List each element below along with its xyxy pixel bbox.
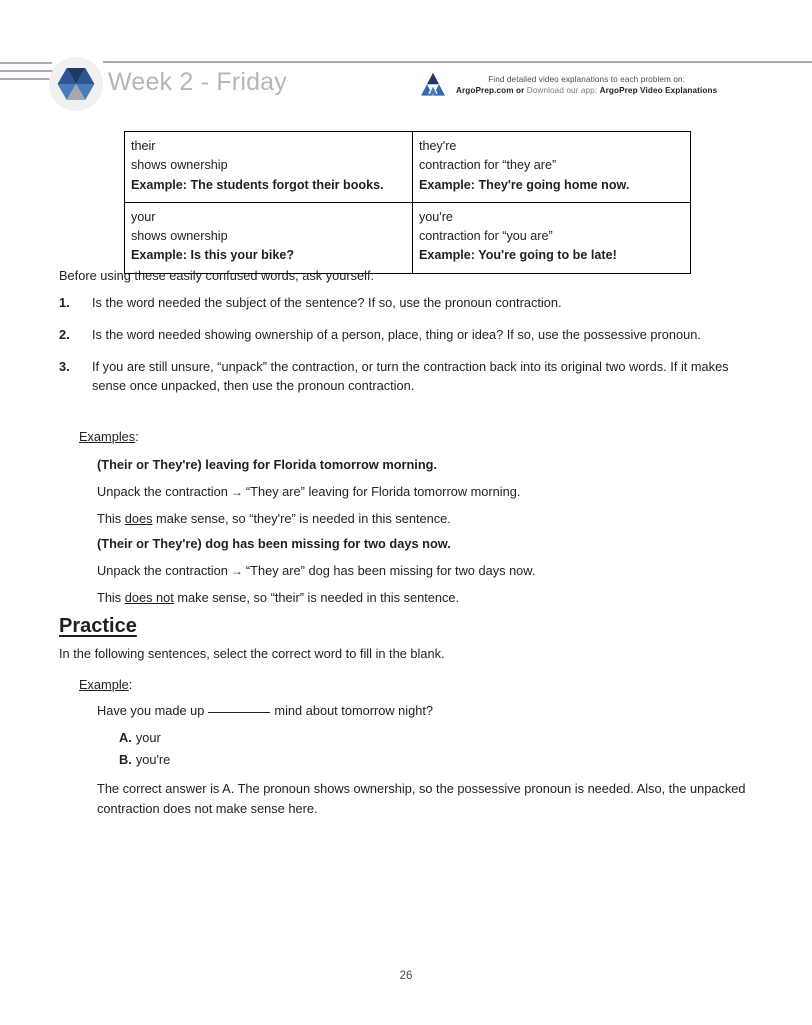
step-number-1: 1. — [59, 295, 70, 310]
list-item — [59, 293, 764, 313]
example-your: Example: Is this your bike? — [131, 248, 295, 263]
blank-line — [208, 712, 270, 713]
promo-banner — [418, 71, 717, 101]
step-text-2: Is the word needed showing ownership of a person, place, thing or idea? If so, use the possessive pronoun. — [92, 326, 701, 342]
choice-text-a: your — [135, 729, 161, 745]
argoprep-hexagon-logo-icon — [49, 57, 103, 111]
unpack-prefix-1: Unpack the contraction — [97, 483, 228, 499]
practice-heading: Practice — [59, 615, 137, 637]
verdict-emphasis-1: does — [124, 510, 153, 526]
word-their: their — [131, 139, 156, 153]
decorative-line-1 — [0, 62, 52, 64]
intro-text: Before using these easily confused words, ask yourself: — [59, 268, 375, 283]
example-theyre: Example: They're going home now. — [419, 177, 630, 192]
practice-instruction: In the following sentences, select the correct word to fill in the blank. — [59, 646, 445, 661]
arrow-right-icon: → — [230, 484, 243, 499]
choice-letter-b: B. — [119, 751, 132, 767]
unpack-prefix-2: Unpack the contraction — [97, 562, 228, 578]
table-cell-their — [125, 132, 413, 203]
list-item — [59, 325, 764, 345]
step-number-3: 3. — [59, 358, 70, 374]
answer-explanation: The correct answer is A. The pronoun shows ownership, so the possessive pronoun is needed. Also, the unpacked contraction does not make sense here. — [97, 781, 746, 817]
example-verdict-2 — [97, 588, 787, 608]
word-your: your — [131, 209, 156, 224]
example-unpack-2 — [97, 561, 787, 581]
unpack-result-1: “They are” leaving for Florida tomorrow morning. — [245, 483, 521, 499]
word-youre: you're — [419, 209, 453, 224]
table-cell-youre — [413, 202, 691, 273]
practice-example-colon: : — [128, 677, 133, 692]
example-block-1 — [97, 455, 787, 535]
choice-letter-a: A. — [119, 729, 132, 745]
page-number: 26 — [399, 970, 413, 982]
example-question-2: (Their or They're) dog has been missing for two days now. — [97, 536, 451, 551]
confused-words-table — [124, 131, 691, 274]
steps-list — [59, 293, 764, 408]
example-youre: Example: You're going to be late! — [419, 248, 617, 263]
word-theyre: they're — [419, 139, 457, 153]
page-title: Week 2 - Friday — [108, 68, 287, 96]
practice-question — [97, 701, 787, 721]
step-text-3: If you are still unsure, “unpack” the contraction, or turn the contraction back into its original two words. If it makes sense once unpacked, then use the pronoun contraction. — [92, 358, 729, 394]
table-row — [125, 132, 691, 203]
question-part-2: mind about tomorrow night? — [274, 703, 434, 718]
argoprep-triangle-logo-icon — [418, 71, 448, 101]
page-header — [0, 0, 812, 122]
decorative-line-3 — [0, 78, 54, 80]
table-row — [125, 202, 691, 273]
practice-example-label — [79, 677, 132, 692]
promo-or: or — [513, 86, 527, 95]
promo-line-1: Find detailed video explanations to each problem on: — [488, 75, 686, 85]
example-their: Example: The students forgot their books. — [131, 177, 384, 192]
verdict-suffix-2: make sense, so “their” is needed in this sentence. — [173, 589, 460, 605]
verdict-emphasis-2: does not — [124, 589, 174, 605]
step-number-2: 2. — [59, 326, 70, 342]
example-verdict-1 — [97, 509, 787, 529]
practice-example-question-block — [97, 701, 787, 819]
promo-app-name: ArgoPrep Video Explanations — [599, 86, 718, 95]
promo-download-text: Download our app: — [526, 86, 598, 95]
practice-example-label-text: Example — [79, 677, 129, 692]
promo-brand: ArgoPrep.com — [456, 86, 514, 95]
examples-heading-colon: : — [135, 429, 139, 444]
definition-youre: contraction for “you are” — [419, 229, 553, 244]
arrow-right-icon: → — [230, 563, 243, 578]
answer-choices — [97, 728, 787, 770]
decorative-line-2 — [0, 70, 58, 72]
examples-heading-label: Examples — [79, 429, 136, 444]
example-unpack-1 — [97, 482, 787, 502]
question-part-1: Have you made up — [97, 703, 205, 718]
definition-theyre: contraction for “they are” — [419, 158, 557, 173]
choice-text-b: you're — [135, 751, 171, 767]
example-block-2 — [97, 534, 787, 614]
examples-heading — [79, 429, 139, 444]
definition-your: shows ownership — [131, 229, 228, 244]
verdict-prefix-1: This — [97, 510, 125, 526]
answer-choice-b[interactable] — [119, 750, 787, 770]
table-cell-theyre — [413, 132, 691, 203]
verdict-suffix-1: make sense, so “they're” is needed in this sentence. — [152, 510, 451, 526]
definition-their: shows ownership — [131, 158, 228, 173]
step-text-1: Is the word needed the subject of the sentence? If so, use the pronoun contraction. — [92, 295, 562, 310]
promo-line-2 — [456, 86, 717, 97]
verdict-prefix-2: This — [97, 589, 125, 605]
unpack-result-2: “They are” dog has been missing for two days now. — [245, 562, 536, 578]
answer-choice-a[interactable] — [119, 728, 787, 748]
example-question-1: (Their or They're) leaving for Florida tomorrow morning. — [97, 457, 438, 472]
list-item — [59, 357, 764, 397]
table-cell-your — [125, 202, 413, 273]
header-rule — [103, 61, 812, 63]
